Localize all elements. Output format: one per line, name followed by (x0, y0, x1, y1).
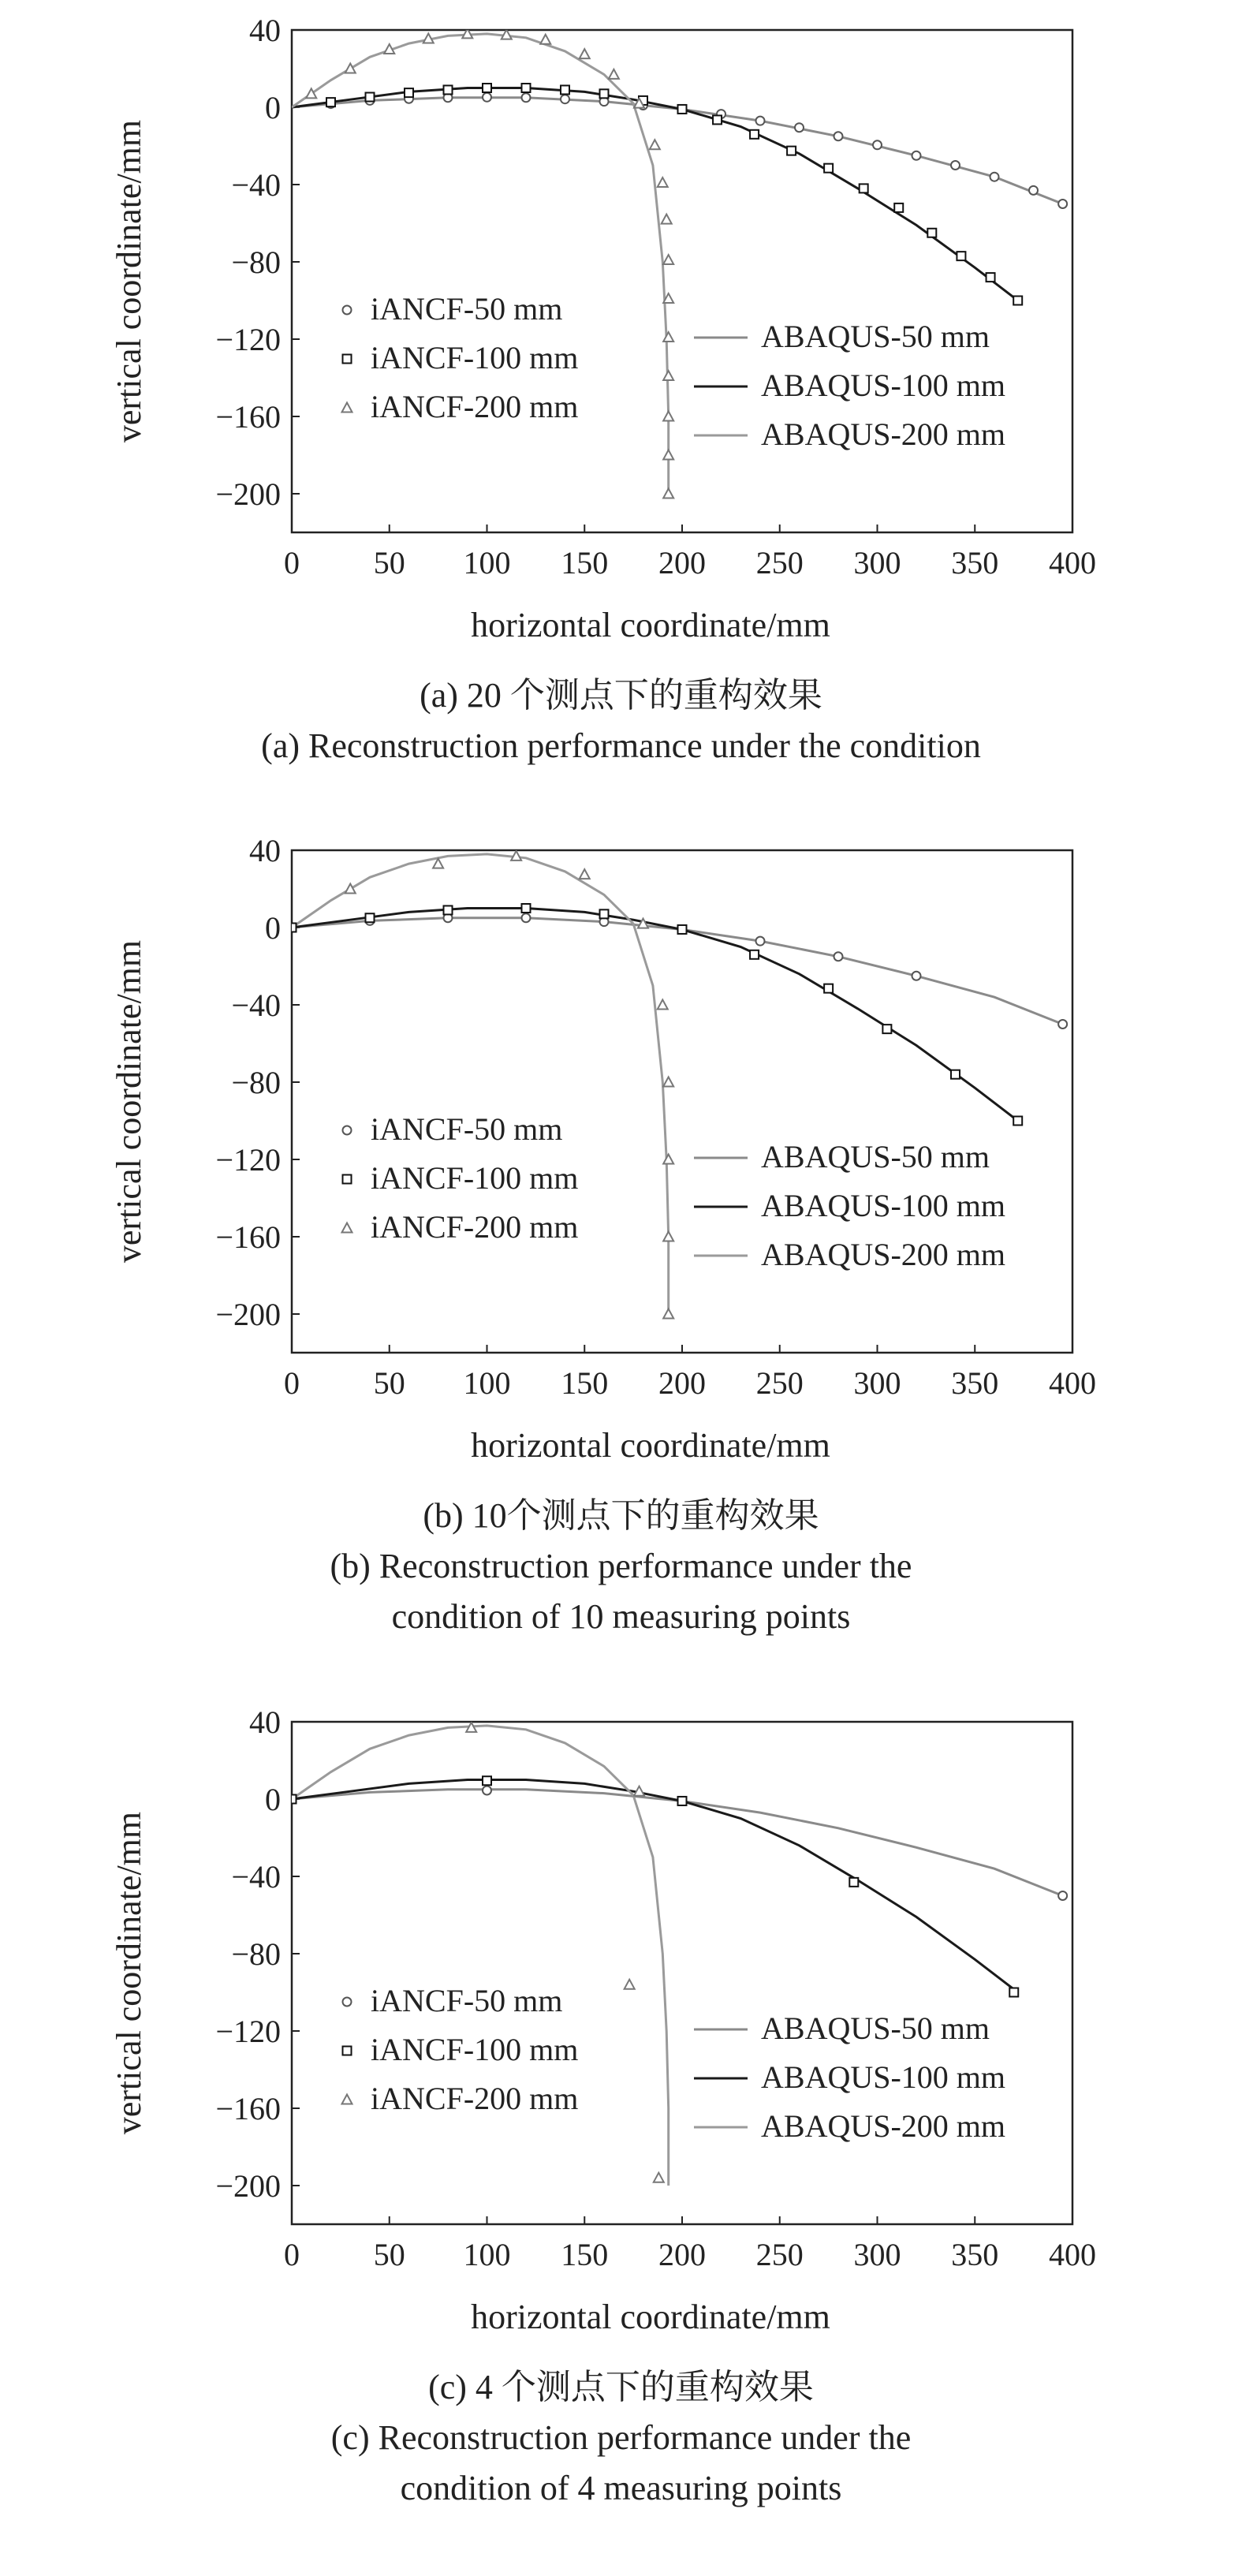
caption-cn: (a) 20 个测点下的重构效果 (420, 676, 822, 715)
legend-label: ABAQUS-200 mm (761, 1237, 1006, 1272)
data-point (663, 1309, 673, 1319)
data-point (951, 161, 960, 170)
y-tick-label: −160 (215, 2091, 281, 2126)
legend-label: ABAQUS-100 mm (761, 368, 1006, 403)
chart-b (0, 820, 1242, 1499)
data-point (540, 35, 550, 44)
data-point (663, 450, 673, 460)
data-point (580, 49, 590, 58)
data-point (433, 859, 443, 868)
x-tick-label: 150 (561, 2237, 609, 2272)
data-point (1029, 186, 1038, 195)
legend-marker (343, 355, 352, 364)
x-tick-label: 350 (951, 545, 999, 581)
legend-marker (342, 2095, 352, 2104)
caption-cn: (b) 10个测点下的重构效果 (423, 1496, 819, 1535)
legend-label: ABAQUS-100 mm (761, 2059, 1006, 2095)
data-point (834, 132, 843, 140)
legend-label: iANCF-100 mm (371, 2032, 579, 2067)
x-tick-label: 200 (658, 545, 706, 581)
data-point (483, 1786, 491, 1794)
y-tick-label: −200 (215, 2168, 281, 2204)
data-point (444, 85, 453, 94)
x-tick-label: 50 (373, 545, 405, 581)
y-tick-label: 40 (249, 1704, 281, 1740)
data-point (658, 1000, 668, 1010)
y-axis (215, 833, 300, 1332)
x-tick-label: 300 (853, 2237, 901, 2272)
y-tick-label: −120 (215, 1142, 281, 1178)
x-tick-label: 150 (561, 545, 609, 581)
y-axis-label: vertical coordinate/mm (110, 119, 148, 443)
legend-marker (342, 403, 352, 413)
series-markers (288, 1776, 1019, 1996)
legend-label: ABAQUS-50 mm (761, 1139, 990, 1174)
data-point (561, 95, 569, 103)
x-axis-label: horizontal coordinate/mm (471, 2298, 830, 2336)
data-point (522, 904, 531, 913)
legend-marker (343, 1175, 352, 1184)
data-point (678, 925, 687, 934)
data-point (663, 1077, 673, 1087)
x-tick-label: 200 (658, 2237, 706, 2272)
legend-marker (342, 1223, 352, 1233)
legend-label: ABAQUS-100 mm (761, 1188, 1006, 1223)
data-point (824, 164, 833, 173)
legend-label: iANCF-50 mm (371, 291, 563, 327)
x-tick-label: 0 (284, 1365, 300, 1401)
legend-label: ABAQUS-50 mm (761, 2010, 990, 2046)
caption-cn: (c) 4 个测点下的重构效果 (428, 2368, 814, 2406)
caption-a (0, 670, 1242, 771)
data-point (600, 909, 609, 918)
x-tick-label: 400 (1049, 1365, 1096, 1401)
data-point (912, 972, 921, 980)
data-point (405, 88, 413, 97)
data-point (750, 130, 759, 139)
data-point (912, 151, 921, 160)
y-tick-label: −80 (231, 1065, 281, 1100)
data-point (662, 215, 672, 224)
y-tick-label: −120 (215, 2014, 281, 2049)
data-point (927, 229, 936, 237)
data-point (834, 952, 843, 961)
y-tick-label: −200 (215, 476, 281, 512)
data-point (663, 332, 673, 342)
y-tick-label: −200 (215, 1297, 281, 1332)
x-tick-label: 250 (755, 545, 804, 581)
data-point (663, 1155, 673, 1164)
data-point (345, 884, 356, 894)
legend-label: ABAQUS-200 mm (761, 2108, 1006, 2144)
caption-b (0, 1491, 1242, 1642)
data-point (990, 173, 999, 181)
data-point (1013, 1117, 1022, 1126)
legend-label: iANCF-200 mm (371, 1209, 579, 1245)
x-tick-label: 300 (853, 1365, 901, 1401)
data-point (654, 2173, 664, 2182)
data-point (663, 371, 673, 380)
data-point (625, 1980, 635, 1989)
data-point (987, 273, 995, 282)
data-point (580, 869, 590, 879)
x-tick-label: 0 (284, 2237, 300, 2272)
legend-label: ABAQUS-50 mm (761, 319, 990, 354)
caption-en-line2: condition of 10 measuring points (391, 1597, 851, 1636)
caption-en: (c) Reconstruction performance under the (330, 2418, 912, 2457)
y-tick-label: 40 (249, 833, 281, 868)
data-point (658, 177, 668, 187)
y-tick-label: −80 (231, 1936, 281, 1972)
x-tick-label: 200 (658, 1365, 706, 1401)
y-tick-label: 0 (265, 910, 281, 946)
data-point (1058, 200, 1067, 208)
x-tick-label: 0 (284, 545, 300, 581)
y-tick-label: −160 (215, 399, 281, 435)
data-point (873, 140, 882, 149)
data-point (561, 85, 569, 94)
data-point (713, 115, 722, 124)
data-point (288, 1795, 297, 1804)
data-point (600, 89, 609, 98)
data-point (824, 984, 833, 993)
chart-a (0, 0, 1242, 678)
x-tick-label: 100 (463, 1365, 511, 1401)
caption-en: (a) Reconstruction performance under the condition (261, 726, 981, 765)
y-tick-label: −40 (231, 167, 281, 203)
x-tick-label: 250 (755, 1365, 804, 1401)
x-tick-label: 300 (853, 545, 901, 581)
y-tick-label: −40 (231, 987, 281, 1023)
legend-label: iANCF-100 mm (371, 1160, 579, 1196)
data-point (787, 147, 796, 155)
data-point (609, 69, 619, 79)
data-point (750, 950, 759, 959)
chart-c (0, 1692, 1242, 2370)
x-tick-label: 350 (951, 2237, 999, 2272)
x-tick-label: 50 (373, 1365, 405, 1401)
chart-panel-c (0, 1692, 1242, 2559)
data-point (663, 489, 673, 498)
data-point (663, 1232, 673, 1241)
y-axis-label: vertical coordinate/mm (110, 1811, 148, 2135)
data-point (483, 93, 491, 102)
chart-panel-a (0, 0, 1242, 789)
data-point (522, 93, 531, 102)
x-tick-label: 400 (1049, 2237, 1096, 2272)
legend (342, 291, 1006, 452)
y-tick-label: −40 (231, 1859, 281, 1895)
x-tick-label: 50 (373, 2237, 405, 2272)
legend-marker (343, 306, 352, 315)
data-point (522, 84, 531, 92)
data-point (882, 1025, 891, 1033)
data-point (1058, 1020, 1067, 1029)
data-point (756, 117, 765, 125)
data-point (795, 123, 804, 132)
data-point (1013, 297, 1022, 305)
data-point (345, 64, 356, 73)
series-markers (326, 84, 1022, 305)
data-point (444, 905, 453, 914)
data-point (678, 1797, 687, 1805)
data-point (663, 412, 673, 421)
data-point (663, 255, 673, 264)
data-point (951, 1070, 960, 1079)
legend-marker (343, 2047, 352, 2055)
x-tick-label: 100 (463, 545, 511, 581)
data-point (288, 924, 297, 932)
caption-en: (b) Reconstruction performance under the (330, 1547, 912, 1585)
y-axis (215, 13, 300, 512)
data-point (957, 252, 965, 260)
chart-panel-b (0, 820, 1242, 1641)
data-point (849, 1878, 858, 1887)
data-point (326, 98, 335, 106)
data-point (522, 913, 531, 922)
series-markers (326, 93, 1067, 208)
legend-marker (343, 1126, 352, 1135)
y-tick-label: 40 (249, 13, 281, 48)
data-point (1009, 1988, 1018, 1997)
legend-label: iANCF-50 mm (371, 1111, 563, 1147)
x-axis-label: horizontal coordinate/mm (471, 1426, 830, 1465)
legend (342, 1111, 1006, 1272)
x-tick-label: 150 (561, 1365, 609, 1401)
data-point (860, 184, 868, 192)
y-tick-label: −120 (215, 322, 281, 357)
data-point (678, 105, 687, 114)
data-point (366, 93, 375, 102)
y-tick-label: −80 (231, 245, 281, 280)
data-point (756, 937, 765, 946)
x-tick-label: 350 (951, 1365, 999, 1401)
legend-label: ABAQUS-200 mm (761, 416, 1006, 452)
legend-marker (343, 1998, 352, 2007)
x-tick-label: 250 (755, 2237, 804, 2272)
y-tick-label: −160 (215, 1219, 281, 1255)
x-tick-label: 100 (463, 2237, 511, 2272)
data-point (1058, 1891, 1067, 1900)
data-point (366, 913, 375, 922)
legend-label: iANCF-200 mm (371, 389, 579, 424)
y-tick-label: 0 (265, 90, 281, 125)
data-point (894, 203, 903, 212)
y-axis (215, 1704, 300, 2204)
caption-en-line2: condition of 4 measuring points (400, 2469, 842, 2507)
legend-label: iANCF-50 mm (371, 1983, 563, 2018)
legend (342, 1983, 1006, 2144)
data-point (483, 1776, 491, 1785)
legend-label: iANCF-200 mm (371, 2081, 579, 2116)
data-point (650, 140, 660, 149)
y-tick-label: 0 (265, 1782, 281, 1817)
caption-c (0, 2362, 1242, 2514)
legend-label: iANCF-100 mm (371, 340, 579, 375)
x-tick-label: 400 (1049, 545, 1096, 581)
data-point (483, 84, 491, 92)
y-axis-label: vertical coordinate/mm (110, 939, 148, 1264)
x-axis-label: horizontal coordinate/mm (471, 606, 830, 644)
